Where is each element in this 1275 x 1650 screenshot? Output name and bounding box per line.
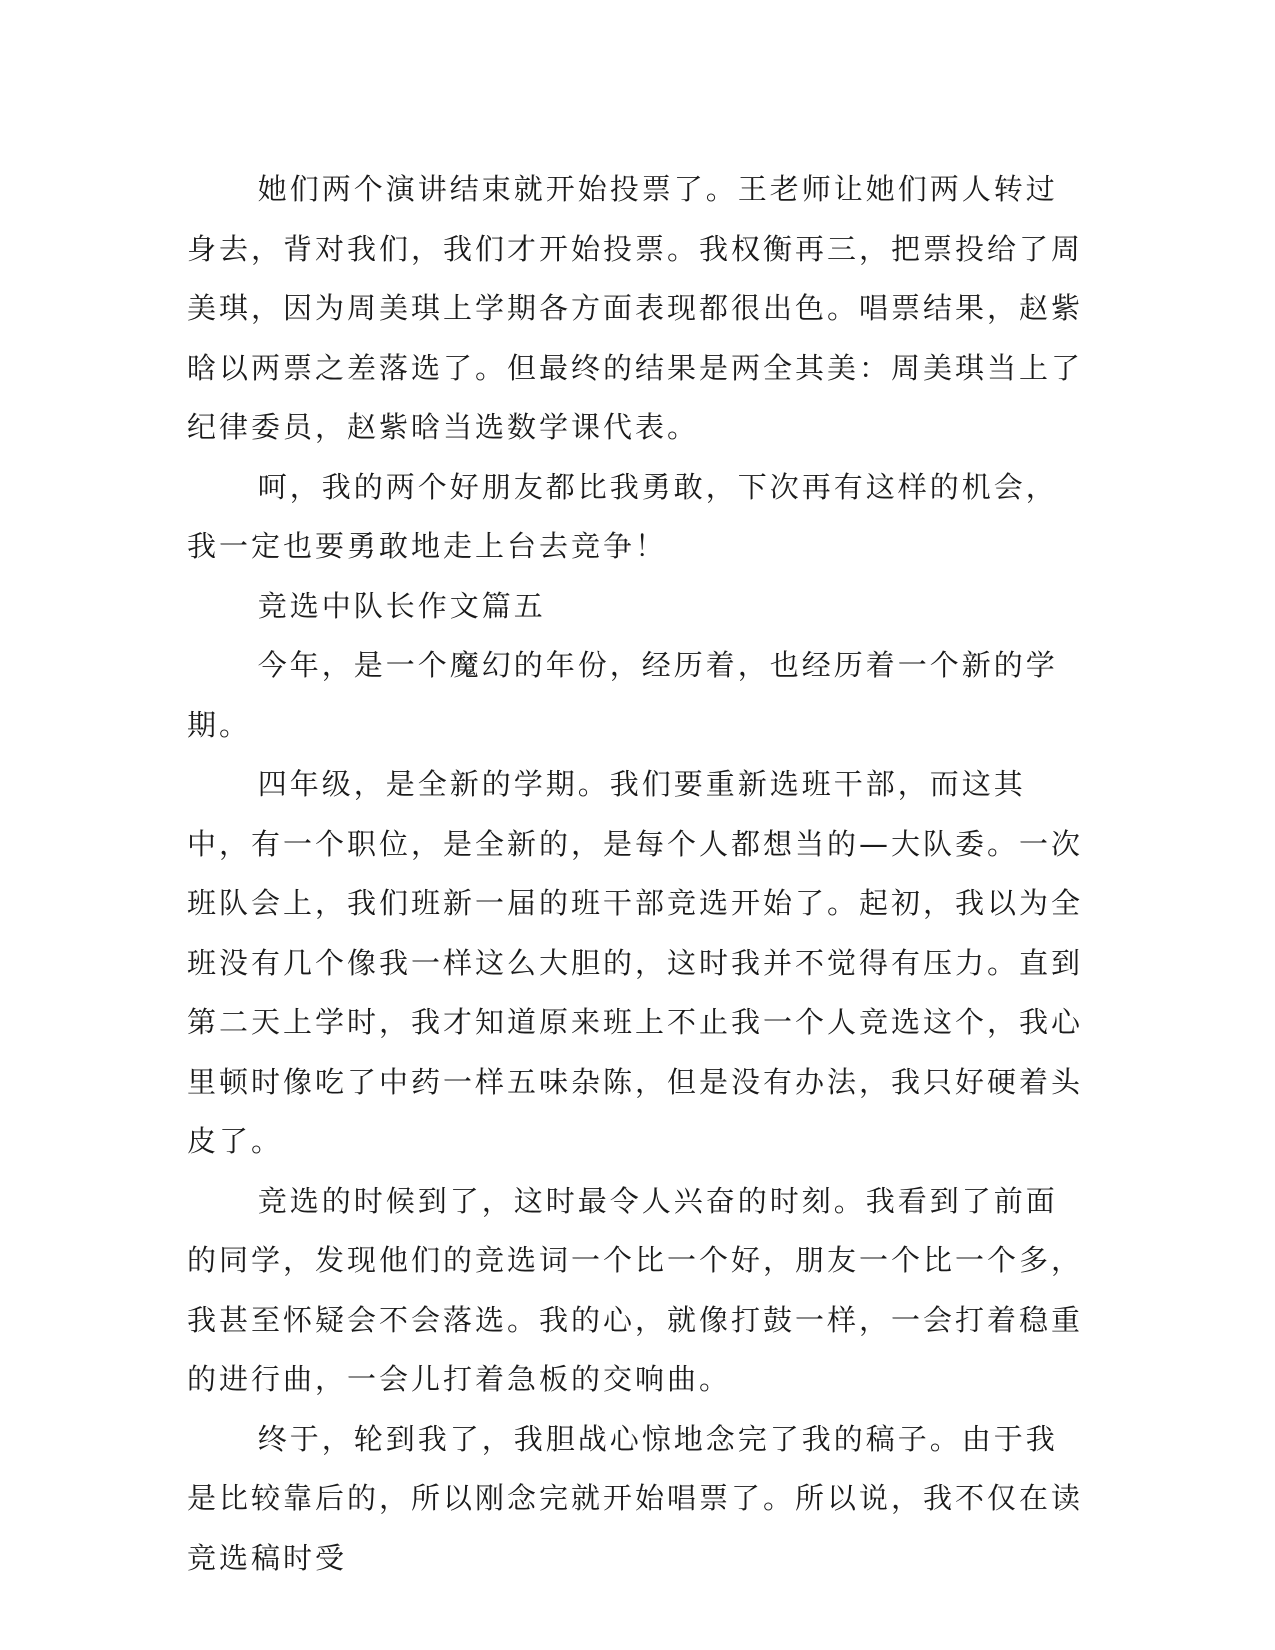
- section-heading: 竞选中队长作文篇五: [257, 588, 546, 623]
- paragraph-3: 今年，是一个魔幻的年份，经历着，也经历着一个新的学期。: [187, 648, 1058, 742]
- paragraph-2: 呵，我的两个好朋友都比我勇敢，下次再有这样的机会，我一定也要勇敢地走上台去竞争！: [187, 469, 1058, 563]
- paragraph-6: 终于，轮到我了，我胆战心惊地念完了我的稿子。由于我是比较靠后的，所以刚念完就开始唱票了。所以说，我不仅在读竞选稿时受: [187, 1421, 1084, 1575]
- paragraph-5: 竞选的时候到了，这时最令人兴奋的时刻。我看到了前面的同学，发现他们的竞选词一个比一个好，朋友一个比一个多，我甚至怀疑会不会落选。我的心，就像打鼓一样，一会打着稳重的进行曲，一会儿打着急板的交响曲。: [187, 1183, 1084, 1396]
- paragraph-4: 四年级，是全新的学期。我们要重新选班干部，而这其中，有一个职位，是全新的，是每个人都想当的—大队委。一次班队会上，我们班新一届的班干部竞选开始了。起初，我以为全班没有几个像我一样这么大胆的，这时我并不觉得有压力。直到第二天上学时，我才知道原来班上不止我一个人竞选这个，我心里顿时像吃了中药一样五味杂陈，但是没有办法，我只好硬着头皮了。: [187, 767, 1084, 1158]
- document-body: [187, 160, 1087, 1588]
- paragraph-1: 她们两个演讲结束就开始投票了。王老师让她们两人转过身去，背对我们，我们才开始投票。我权衡再三，把票投给了周美琪，因为周美琪上学期各方面表现都很出色。唱票结果，赵紫晗以两票之差落选了。但最终的结果是两全其美：周美琪当上了纪律委员，赵紫晗当选数学课代表。: [187, 172, 1084, 444]
